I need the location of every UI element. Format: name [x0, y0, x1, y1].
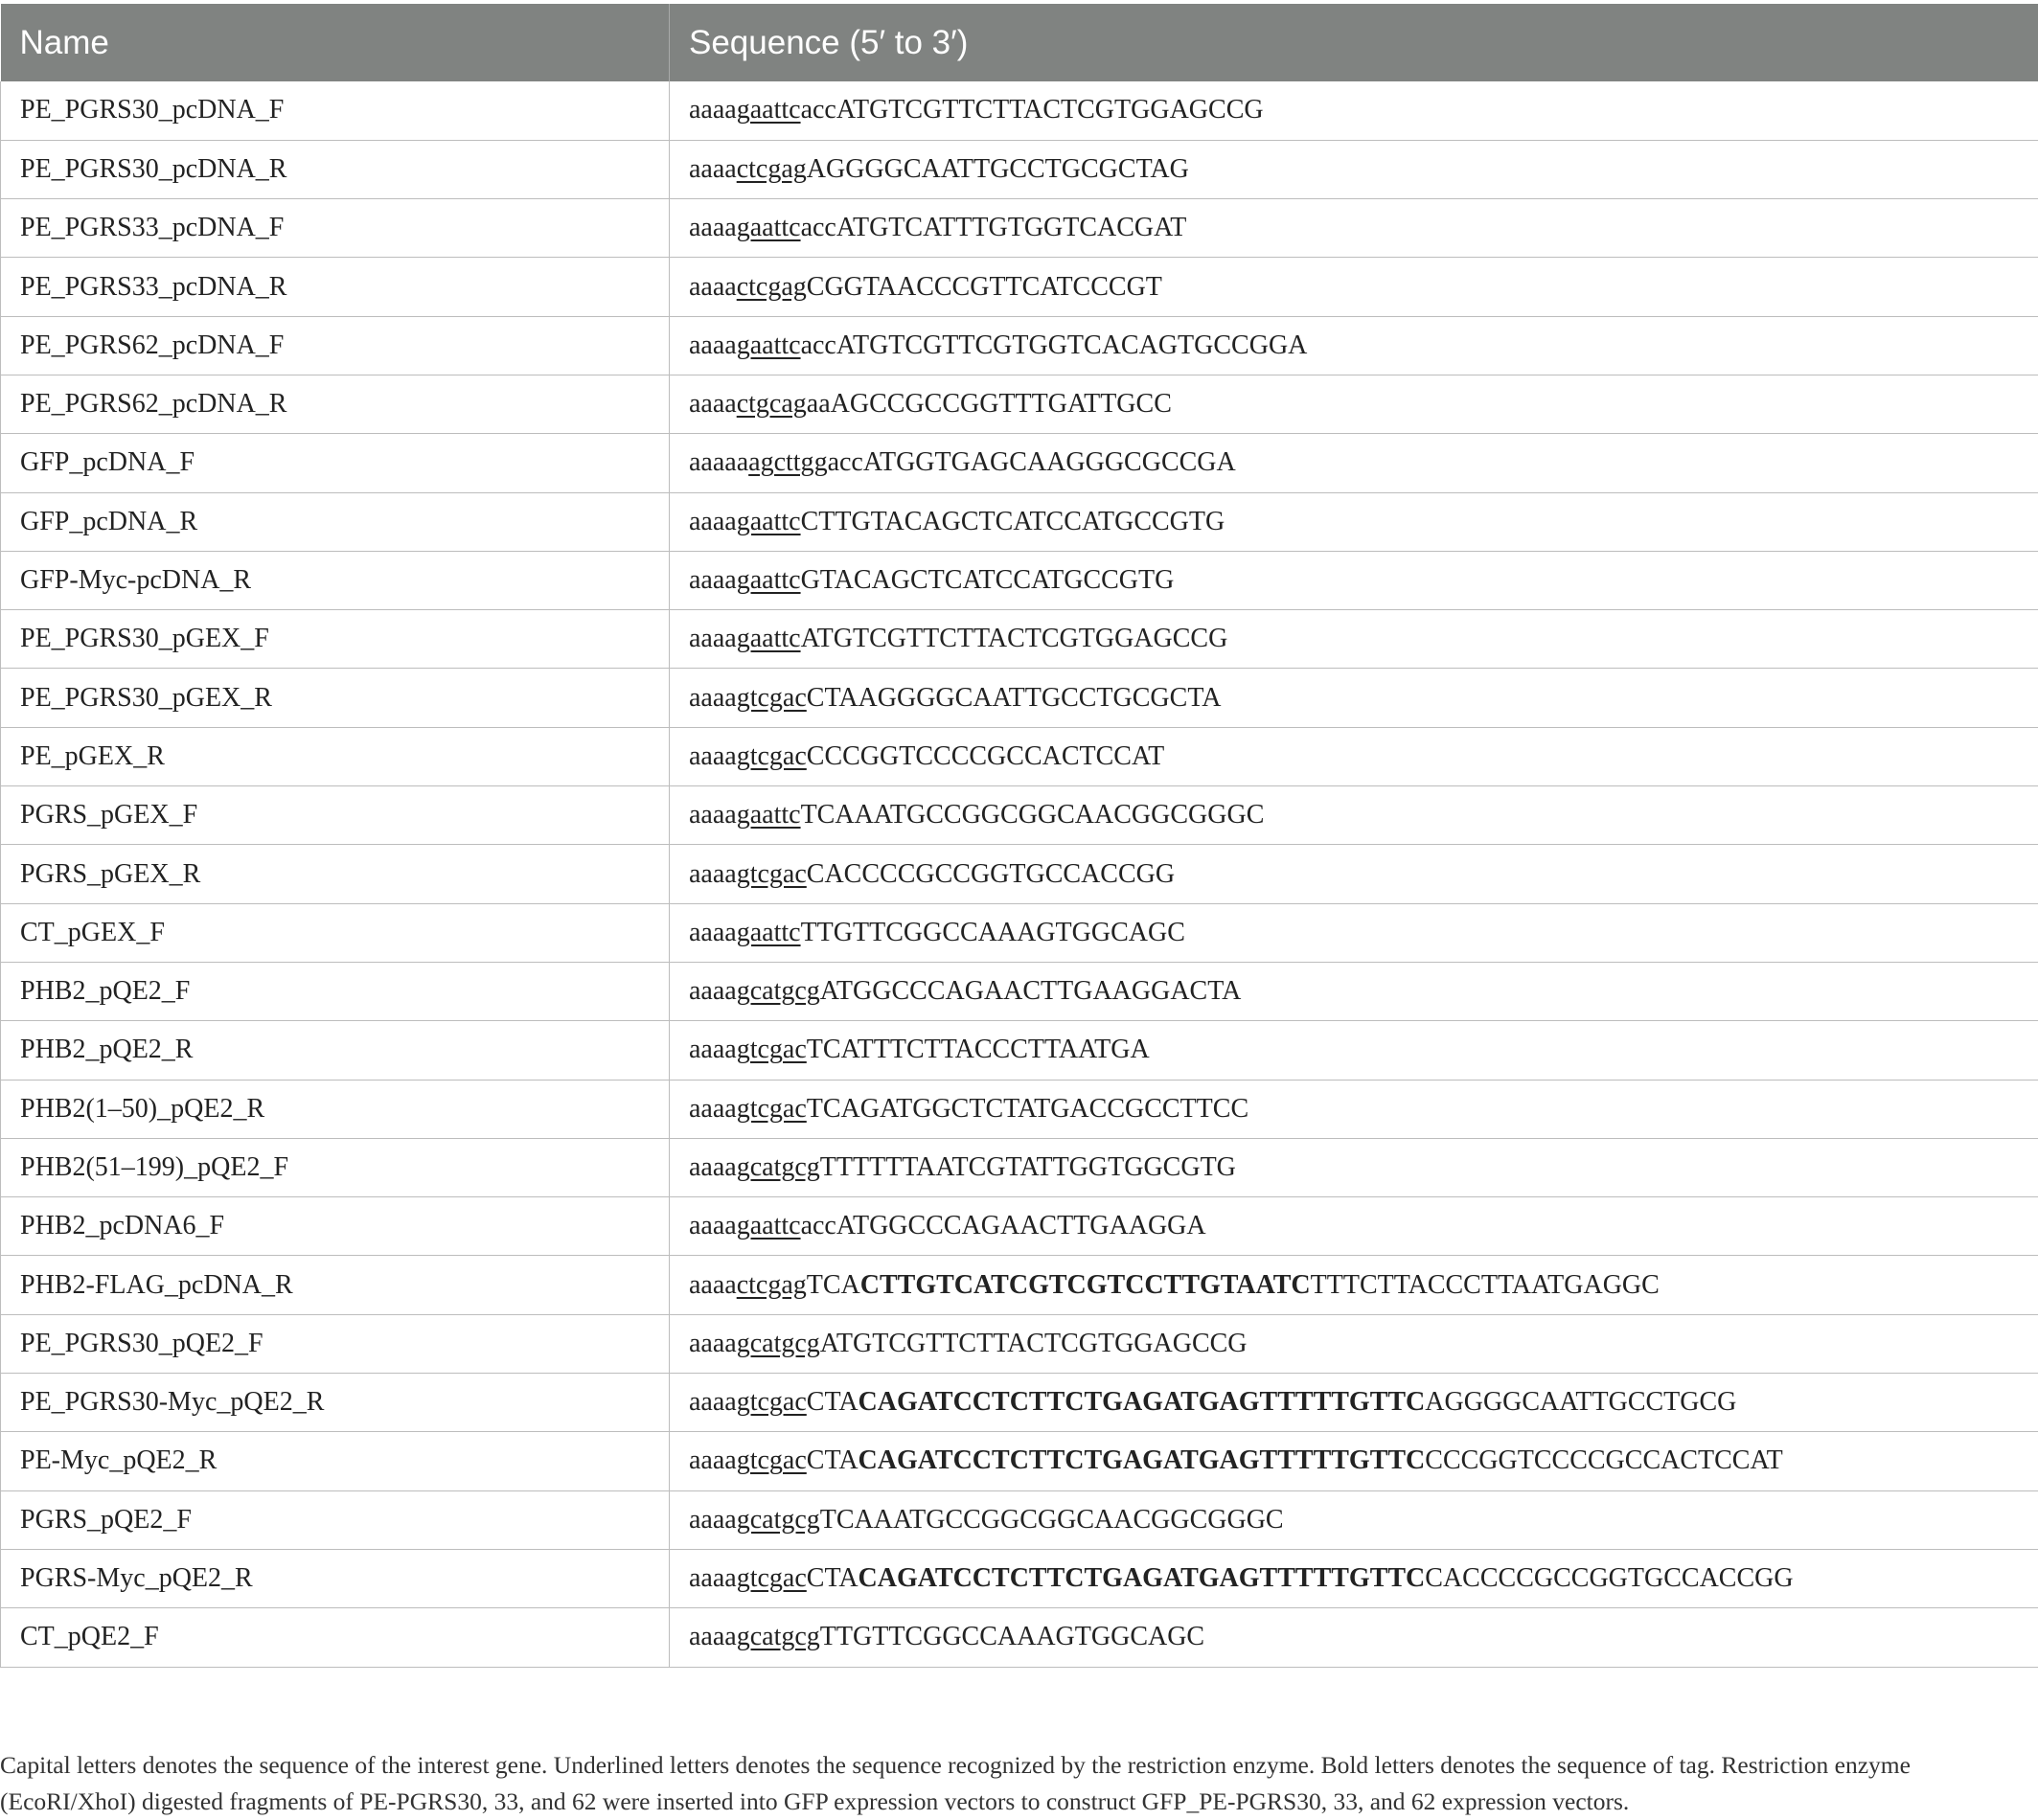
- table-row: [1, 1197, 2038, 1256]
- tag-sequence-segment: CTTGTCATCGTCGTCCTTGTAATC: [860, 1270, 1311, 1300]
- sequence-cell: [670, 1549, 2038, 1607]
- restriction-site-segment: ctcgag: [737, 272, 807, 302]
- sequence-segment: TTTTTTAATCGTATTGGTGGCGTG: [820, 1152, 1236, 1182]
- restriction-site-segment: gtcgac: [737, 1563, 807, 1593]
- sequence-cell: [670, 610, 2038, 669]
- sequence-cell: [670, 1256, 2038, 1314]
- restriction-site-segment: gcatgcg: [737, 1622, 820, 1651]
- sequence-segment: aaaa: [689, 330, 737, 360]
- sequence-segment: aaaa: [689, 1329, 737, 1358]
- sequence-cell: [670, 962, 2038, 1020]
- sequence-segment: aaaa: [689, 95, 737, 125]
- table-row: [1, 1490, 2038, 1549]
- sequence-segment: CTTGTACAGCTCATCCATGCCGTG: [801, 507, 1225, 536]
- sequence-segment: gaccATGGTGAGCAAGGGCGCCGA: [814, 447, 1236, 477]
- sequence-segment: accATGTCGTTCGTGGTCACAGTGCCGGA: [801, 330, 1308, 360]
- sequence-cell: [670, 434, 2038, 492]
- table-row: [1, 903, 2038, 962]
- table-row: [1, 1256, 2038, 1314]
- restriction-site-segment: agcttg: [748, 447, 813, 477]
- primer-name-cell: PHB2-FLAG_pcDNA_R: [1, 1256, 670, 1314]
- column-header-name: Name: [1, 4, 670, 81]
- sequence-segment: ATGGCCCAGAACTTGAAGGACTA: [820, 976, 1242, 1006]
- sequence-segment: aaAGCCGCCGGTTTGATTGCC: [807, 389, 1172, 419]
- sequence-segment: CCCGGTCCCCGCCACTCCAT: [807, 741, 1164, 771]
- primer-name-cell: PGRS_pQE2_F: [1, 1490, 670, 1549]
- sequence-cell: [670, 727, 2038, 785]
- restriction-site-segment: gtcgac: [737, 1094, 807, 1124]
- primer-name-cell: PE_PGRS30_pGEX_F: [1, 610, 670, 669]
- table-row: [1, 727, 2038, 785]
- sequence-segment: CACCCCGCCGGTGCCACCGG: [1425, 1563, 1793, 1593]
- sequence-segment: aaaa: [689, 683, 737, 713]
- sequence-segment: TCAAATGCCGGCGGCAACGGCGGGC: [820, 1505, 1284, 1535]
- sequence-segment: TCAAATGCCGGCGGCAACGGCGGGC: [801, 800, 1265, 830]
- sequence-segment: aaaa: [689, 1152, 737, 1182]
- primer-name-cell: PE_PGRS62_pcDNA_R: [1, 375, 670, 433]
- sequence-cell: [670, 551, 2038, 609]
- sequence-segment: CTA: [807, 1563, 859, 1593]
- sequence-cell: [670, 1490, 2038, 1549]
- primer-name-cell: PGRS_pGEX_F: [1, 786, 670, 845]
- sequence-cell: [670, 140, 2038, 198]
- primer-name-cell: PE-Myc_pQE2_R: [1, 1432, 670, 1490]
- sequence-segment: AGGGGCAATTGCCTGCG: [1425, 1387, 1736, 1417]
- table-row: [1, 316, 2038, 375]
- primer-name-cell: CT_pQE2_F: [1, 1608, 670, 1667]
- primer-name-cell: PE_PGRS33_pcDNA_R: [1, 258, 670, 316]
- table-row: [1, 1549, 2038, 1607]
- sequence-cell: [670, 1314, 2038, 1373]
- restriction-site-segment: gcatgcg: [737, 976, 820, 1006]
- sequence-segment: accATGGCCCAGAACTTGAAGGA: [801, 1211, 1206, 1240]
- sequence-segment: aaaa: [689, 1622, 737, 1651]
- sequence-segment: aaaa: [689, 741, 737, 771]
- primer-name-cell: PE_PGRS30_pcDNA_F: [1, 81, 670, 140]
- primer-name-cell: PE_pGEX_R: [1, 727, 670, 785]
- sequence-cell: [670, 199, 2038, 258]
- table-row: [1, 786, 2038, 845]
- table-header: [1, 4, 2038, 81]
- sequence-segment: aaaa: [689, 1270, 737, 1300]
- sequence-segment: CTA: [807, 1387, 859, 1417]
- sequence-segment: TTGTTCGGCCAAAGTGGCAGC: [820, 1622, 1204, 1651]
- primer-table-container: [0, 4, 2038, 1668]
- sequence-segment: aaaaa: [689, 447, 748, 477]
- primer-name-cell: PHB2(1–50)_pQE2_R: [1, 1080, 670, 1138]
- sequence-segment: aaaa: [689, 272, 737, 302]
- table-row: [1, 1608, 2038, 1667]
- restriction-site-segment: gcatgcg: [737, 1505, 820, 1535]
- table-row: [1, 1374, 2038, 1432]
- sequence-segment: aaaa: [689, 800, 737, 830]
- sequence-segment: aaaa: [689, 154, 737, 184]
- primer-name-cell: PGRS-Myc_pQE2_R: [1, 1549, 670, 1607]
- sequence-segment: aaaa: [689, 1387, 737, 1417]
- sequence-segment: ATGTCGTTCTTACTCGTGGAGCCG: [820, 1329, 1248, 1358]
- table-row: [1, 1314, 2038, 1373]
- restriction-site-segment: gtcgac: [737, 859, 807, 889]
- restriction-site-segment: gcatgcg: [737, 1329, 820, 1358]
- restriction-site-segment: gtcgac: [737, 741, 807, 771]
- restriction-site-segment: gtcgac: [737, 683, 807, 713]
- sequence-segment: aaaa: [689, 213, 737, 242]
- primer-table: [0, 4, 2038, 1668]
- primer-name-cell: PE_PGRS30_pGEX_R: [1, 669, 670, 727]
- tag-sequence-segment: CAGATCCTCTTCTGAGATGAGTTTTTGTTC: [859, 1563, 1426, 1593]
- restriction-site-segment: gtcgac: [737, 1445, 807, 1475]
- restriction-site-segment: gtcgac: [737, 1387, 807, 1417]
- table-row: [1, 1432, 2038, 1490]
- table-row: [1, 375, 2038, 433]
- restriction-site-segment: gaattc: [737, 507, 801, 536]
- sequence-segment: CCCGGTCCCCGCCACTCCAT: [1425, 1445, 1782, 1475]
- restriction-site-segment: gtcgac: [737, 1035, 807, 1064]
- sequence-segment: TCATTTCTTACCCTTAATGA: [807, 1035, 1150, 1064]
- primer-name-cell: PE_PGRS33_pcDNA_F: [1, 199, 670, 258]
- sequence-segment: aaaa: [689, 859, 737, 889]
- sequence-cell: [670, 1021, 2038, 1080]
- sequence-segment: aaaa: [689, 976, 737, 1006]
- primer-name-cell: PHB2_pQE2_R: [1, 1021, 670, 1080]
- sequence-cell: [670, 786, 2038, 845]
- restriction-site-segment: gaattc: [737, 330, 801, 360]
- primer-name-cell: GFP-Myc-pcDNA_R: [1, 551, 670, 609]
- sequence-cell: [670, 316, 2038, 375]
- sequence-segment: aaaa: [689, 1211, 737, 1240]
- table-row: [1, 1138, 2038, 1196]
- restriction-site-segment: gaattc: [737, 95, 801, 125]
- sequence-segment: aaaa: [689, 565, 737, 595]
- tag-sequence-segment: CAGATCCTCTTCTGAGATGAGTTTTTGTTC: [859, 1387, 1426, 1417]
- sequence-cell: [670, 669, 2038, 727]
- column-header-sequence: Sequence (5′ to 3′): [670, 4, 2038, 81]
- sequence-cell: [670, 1138, 2038, 1196]
- table-body: [1, 81, 2038, 1667]
- table-row: [1, 492, 2038, 551]
- primer-name-cell: GFP_pcDNA_R: [1, 492, 670, 551]
- sequence-segment: aaaa: [689, 1505, 737, 1535]
- primer-name-cell: CT_pGEX_F: [1, 903, 670, 962]
- sequence-cell: [670, 845, 2038, 903]
- sequence-cell: [670, 1080, 2038, 1138]
- primer-name-cell: PHB2_pcDNA6_F: [1, 1197, 670, 1256]
- restriction-site-segment: ctcgag: [737, 154, 807, 184]
- sequence-segment: aaaa: [689, 507, 737, 536]
- restriction-site-segment: gaattc: [737, 624, 801, 653]
- primer-name-cell: PHB2(51–199)_pQE2_F: [1, 1138, 670, 1196]
- restriction-site-segment: ctcgag: [737, 1270, 807, 1300]
- sequence-segment: AGGGGCAATTGCCTGCGCTAG: [807, 154, 1189, 184]
- sequence-segment: TCAGATGGCTCTATGACCGCCTTCC: [807, 1094, 1248, 1124]
- sequence-segment: aaaa: [689, 1563, 737, 1593]
- sequence-segment: aaaa: [689, 1035, 737, 1064]
- sequence-segment: accATGTCGTTCTTACTCGTGGAGCCG: [801, 95, 1264, 125]
- primer-name-cell: PE_PGRS30_pQE2_F: [1, 1314, 670, 1373]
- table-row: [1, 434, 2038, 492]
- sequence-cell: [670, 1197, 2038, 1256]
- primer-name-cell: PGRS_pGEX_R: [1, 845, 670, 903]
- header-row: [1, 4, 2038, 81]
- table-row: [1, 140, 2038, 198]
- sequence-segment: TCA: [807, 1270, 860, 1300]
- restriction-site-segment: gaattc: [737, 800, 801, 830]
- sequence-segment: TTGTTCGGCCAAAGTGGCAGC: [801, 918, 1185, 947]
- table-row: [1, 610, 2038, 669]
- sequence-segment: CTA: [807, 1445, 859, 1475]
- restriction-site-segment: gaattc: [737, 918, 801, 947]
- sequence-segment: CGGTAACCCGTTCATCCCGT: [807, 272, 1162, 302]
- restriction-site-segment: gaattc: [737, 1211, 801, 1240]
- table-row: [1, 669, 2038, 727]
- sequence-cell: [670, 492, 2038, 551]
- table-row: [1, 962, 2038, 1020]
- sequence-segment: aaaa: [689, 1445, 737, 1475]
- table-row: [1, 81, 2038, 140]
- restriction-site-segment: ctgcag: [737, 389, 807, 419]
- primer-name-cell: GFP_pcDNA_F: [1, 434, 670, 492]
- sequence-segment: aaaa: [689, 918, 737, 947]
- table-row: [1, 1080, 2038, 1138]
- table-row: [1, 551, 2038, 609]
- table-row: [1, 258, 2038, 316]
- sequence-segment: CACCCCGCCGGTGCCACCGG: [807, 859, 1175, 889]
- sequence-cell: [670, 1432, 2038, 1490]
- sequence-segment: aaaa: [689, 624, 737, 653]
- table-row: [1, 845, 2038, 903]
- sequence-cell: [670, 903, 2038, 962]
- table-row: [1, 1021, 2038, 1080]
- sequence-cell: [670, 258, 2038, 316]
- restriction-site-segment: gaattc: [737, 213, 801, 242]
- sequence-segment: aaaa: [689, 389, 737, 419]
- sequence-cell: [670, 1608, 2038, 1667]
- tag-sequence-segment: CAGATCCTCTTCTGAGATGAGTTTTTGTTC: [859, 1445, 1426, 1475]
- sequence-cell: [670, 1374, 2038, 1432]
- sequence-segment: accATGTCATTTGTGGTCACGAT: [801, 213, 1187, 242]
- primer-name-cell: PE_PGRS62_pcDNA_F: [1, 316, 670, 375]
- table-row: [1, 199, 2038, 258]
- table-footnote: Capital letters denotes the sequence of the interest gene. Underlined letters denotes the sequence recognized by the restriction enzyme. Bold letters denotes the sequence of tag. Restriction enzyme (EcoRI/XhoI) digested fragments of PE-PGRS30, 33, and 62 were inserted into GFP expression vectors to construct GFP_PE-PGRS30, 33, and 62 expression vectors.: [0, 1747, 2031, 1820]
- sequence-segment: TTTCTTACCCTTAATGAGGC: [1311, 1270, 1660, 1300]
- sequence-segment: aaaa: [689, 1094, 737, 1124]
- primer-name-cell: PE_PGRS30-Myc_pQE2_R: [1, 1374, 670, 1432]
- sequence-segment: ATGTCGTTCTTACTCGTGGAGCCG: [801, 624, 1228, 653]
- sequence-segment: CTAAGGGGCAATTGCCTGCGCTA: [807, 683, 1222, 713]
- sequence-segment: GTACAGCTCATCCATGCCGTG: [801, 565, 1175, 595]
- sequence-cell: [670, 375, 2038, 433]
- primer-name-cell: PE_PGRS30_pcDNA_R: [1, 140, 670, 198]
- restriction-site-segment: gaattc: [737, 565, 801, 595]
- primer-name-cell: PHB2_pQE2_F: [1, 962, 670, 1020]
- sequence-cell: [670, 81, 2038, 140]
- restriction-site-segment: gcatgcg: [737, 1152, 820, 1182]
